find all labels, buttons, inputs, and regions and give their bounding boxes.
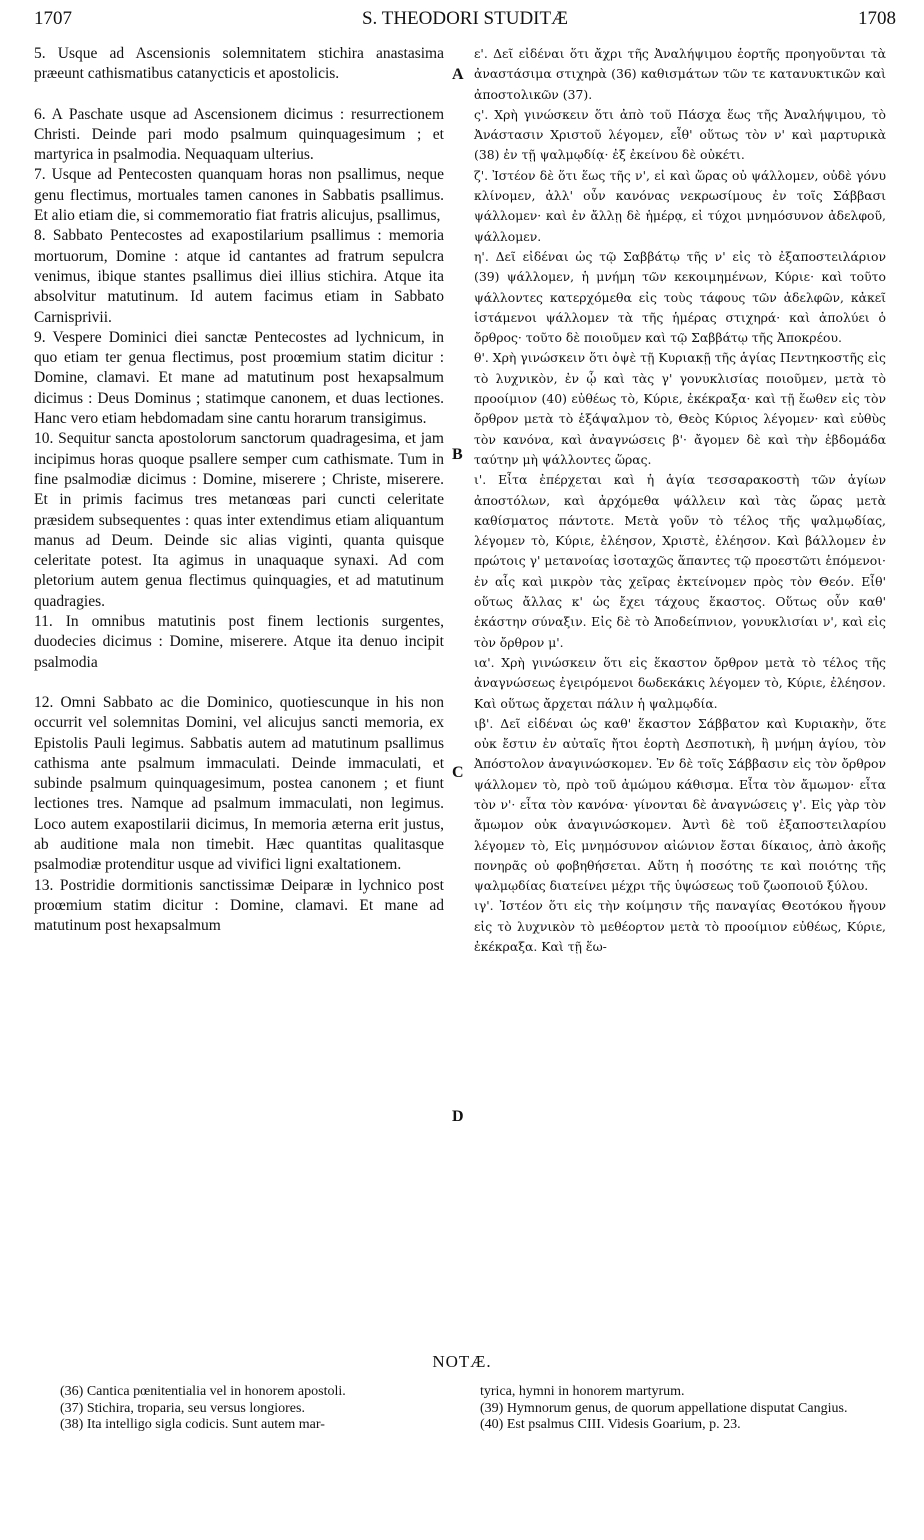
note-39: (39) Hymnorum genus, de quorum appellatione disputat Cangius. <box>480 1400 848 1416</box>
note-37: (37) Stichira, troparia, seu versus longiores. <box>60 1400 305 1416</box>
latin-paragraph-13: 13. Postridie dormitionis sanctissimæ Deiparæ in lychnico post proœmium statim dicitur : Domine, clamavi. Et mane ad matutinum post hexapsalmum <box>34 876 444 935</box>
greek-paragraph-7: ζ'. Ἰστέον δὲ ὅτι ἕως τῆς ν', εἰ καὶ ὥρας οὐ ψάλλομεν, οὐδὲ γόνυ κλίνομεν, ἀλλ' οὖν κανόνας νεκρωσίμους ἐν τοῖς Σάββασι ψάλλομεν· καὶ ἐν ἄλλῃ δὲ ἡμέρᾳ, εἰ τύχοι μνημόσυνον ἀδελφοῦ, ψάλλομεν. <box>474 167 886 244</box>
greek-column <box>474 44 886 957</box>
margin-marker-b: B <box>452 446 463 463</box>
latin-paragraph-12: 12. Omni Sabbato ac die Dominico, quotiescunque in his non occurrit vel solemnitas Domini, vel alicujus sancti memoria, ex Epistolis Pauli legimus. Sabbatis autem ad matutinum psallimus cathisma ante psalmum immaculati. Deinde immaculati, et subinde psalmum quinquagesimum, postea canonem ; et fiunt lectiones tres. Namque ad psalmum immaculati, non legimus. Loco autem exapostilarii dicimus, In memoria æterna erit justus, ab auditione mala non timebit. Hæc quantitas qualitasque psalmodiæ protenditur usque ad vivifici ligni exaltationem. <box>34 693 444 874</box>
latin-paragraph-10: 10. Sequitur sancta apostolorum sanctorum quadragesima, et jam incipimus horas quoque psallere semper cum cathismate. Tum in fine psalmodiæ dicimus : Domine, miserere ; Christe, miserere. Et in primis facimus tres metanœas pari cuncti celeritate præsidem subsequentes : quas inter extendimus etiam aliquantum manus ad Deum. Deinde sic alias viginti, quanta quisque celeritate potest. Ita agimus in unaquaque synaxi. Ad com pletorium autem genua flectimus quinquagies, et ad matutinum quadragies. <box>34 430 444 610</box>
notes-left-column <box>60 1384 452 1434</box>
greek-paragraph-11: ια'. Χρὴ γινώσκειν ὅτι εἰς ἕκαστον ὄρθρον μετὰ τὸ τέλος τῆς ἀναγνώσεως ἐγειρόμενοι δωδεκάκις λέγομεν τὸ, Κύριε, ἐλέησον. Καὶ οὕτως ἄρχεται πάλιν ἡ ψαλμῳδία. <box>474 654 886 711</box>
notes-heading: NOTÆ. <box>432 1352 492 1371</box>
note-38: (38) Ita intelligo sigla codicis. Sunt autem mar- <box>60 1417 325 1432</box>
greek-paragraph-5: ε'. Δεῖ εἰδέναι ὅτι ἄχρι τῆς Ἀναλήψιμου ἑορτῆς προηγοῦνται τὰ ἀναστάσιμα στιχηρὰ (36) καθισμάτων τῶν τε κατανυκτικῶν καὶ ἀποστολικῶν (37). <box>474 46 886 102</box>
greek-paragraph-10: ι'. Εἶτα ἐπέρχεται καὶ ἡ ἁγία τεσσαρακοστὴ τῶν ἁγίων ἀποστόλων, καὶ ἀρχόμεθα ψάλλειν καὶ τὰς ὥρας μετὰ καθίσματος πάντοτε. Μετὰ γοῦν τὸ τέλος τῆς ψαλμῳδίας, λέγομεν τὸ, Κύριε, ἐλέησον, Χριστὲ, ἐλέησον. Καὶ βάλλομεν ἐν πρώτοις γ' μετανοίας ἰσοταχῶς ἅπαντες τῷ προεστῶτι ἑπόμενοι· ἐν αἷς καὶ μικρὸν τὰς χεῖρας ἐκτείνομεν πρὸς τὸν Θεόν. Εἶθ' οὕτως ἄλλας κ' ὡς ἔχει τάχους ἕκαστος. Οὕτως οὖν καθ' ἑκάστην σύναξιν. Εἰς δὲ τὸ Ἀποδείπνιον, γονυκλισίαι ν', καὶ εἰς τὸν ὄρθρον μ'. <box>474 472 886 650</box>
greek-paragraph-6: ς'. Χρὴ γινώσκειν ὅτι ἀπὸ τοῦ Πάσχα ἕως τῆς Ἀναλήψιμου, τὸ Ἀνάστασιν Χριστοῦ λέγομεν, εἶθ' οὕτως τὸν ν' καὶ μαρτυρικὰ (38) ἐν τῇ ψαλμῳδίᾳ· ἐξ ἐκείνου δὲ οὐκέτι. <box>474 106 886 163</box>
margin-marker-c: C <box>452 764 464 781</box>
latin-paragraph-5: 5. Usque ad Ascensionis solemnitatem stichira anastasima præeunt cathismatibus catanycticis et apostolicis. <box>34 45 444 83</box>
greek-paragraph-8: η'. Δεῖ εἰδέναι ὡς τῷ Σαββάτῳ τῆς ν' εἰς τὸ ἐξαποστειλάριον (39) ψάλλομεν, ἡ μνήμη τῶν κεκοιμημένων, Κύριε· καὶ τοῦτο ψάλλοντες κατερχόμεθα εἰς τοὺς τάφους τῶν ἀδελφῶν, κἀκεῖ ἱστάμενοι ψάλλομεν τὰ τῆς ἡμέρας στιχηρά· καὶ ἀπολύει ὁ ὄρθρος· τοῦτο δὲ ποιοῦμεν καὶ τῷ Σαββάτῳ τῆς Ἀποκρέου. <box>474 248 886 346</box>
latin-paragraph-11: 11. In omnibus matutinis post finem lectionis surgentes, duodecies dicimus : Domine, miserere. Atque ita denuo incipit psalmodia <box>34 613 444 671</box>
note-38-continued: tyrica, hymni in honorem martyrum. <box>480 1384 685 1399</box>
left-page-number: 1707 <box>34 8 72 29</box>
notes-right-column <box>480 1384 880 1434</box>
latin-column <box>34 44 444 936</box>
margin-marker-a: A <box>452 66 464 83</box>
running-title: S. THEODORI STUDITÆ <box>361 8 568 29</box>
running-header <box>34 8 896 40</box>
latin-paragraph-7: 7. Usque ad Pentecosten quanquam horas non psallimus, neque genu flectimus, mortuales tamen canones in Sabbatis psallimus. Et alio etiam die, si commemoratio fiat fratris alicujus, psallimus, <box>34 166 444 225</box>
margin-marker-d: D <box>452 1108 464 1125</box>
note-36: (36) Cantica pœnitentialia vel in honorem apostoli. <box>60 1384 346 1399</box>
right-page-number: 1708 <box>858 8 896 29</box>
latin-paragraph-9: 9. Vespere Dominici diei sanctæ Pentecostes ad lychnicum, in quo etiam ter genua flectimus, post proœmium statim dicitur : Domine, clamavi. Et mane ad matutinum post hexapsalmum dicimus : Deus Dominus ; statimque canonem, et duas lectiones. Hanc vero etiam hebdomadam sine cantu horarum transigimus. <box>34 328 444 428</box>
latin-paragraph-6: 6. A Paschate usque ad Ascensionem dicimus : resurrectionem Christi. Deinde pari modo psalmum quinquagesimum ; et martyrica in psalmodia. Nequaquam ulterius. <box>34 105 444 164</box>
note-40: (40) Est psalmus CIII. Videsis Goarium, p. 23. <box>480 1417 741 1432</box>
greek-paragraph-13: ιγ'. Ἰστέον ὅτι εἰς τὴν κοίμησιν τῆς παναγίας Θεοτόκου ἤγουν εἰς τὸ λυχνικὸν τὸ μεθέορτον μετὰ τὸ προοίμιον εὐθέως, Κύριε, ἐκέκραξα. Καὶ τῇ ἕω- <box>474 898 886 955</box>
latin-paragraph-8: 8. Sabbato Pentecostes ad exapostilarium psallimus : memoria mortuorum, Domine : atque id cantantes ad fratrum sepulcra venimus, ibique stantes psallimus diei illius stichira. Atque ita absolvitur matutinum. Id autem facimus etiam in Sabbato Carnisprivii. <box>34 227 444 326</box>
greek-paragraph-9: θ'. Χρὴ γινώσκειν ὅτι ὀψὲ τῇ Κυριακῇ τῆς ἁγίας Πεντηκοστῆς εἰς τὸ λυχνικὸν, ἐν ᾧ καὶ τὰς γ' γονυκλισίας ποιοῦμεν, μετὰ τὸ προοίμιον (40) εὐθέως τὸ, Κύριε, ἐκέκραξα· καὶ τῇ ἕωθεν εἰς τὸν ὄρθρον μετὰ τὸ ἑξάψαλμον τὸ, Θεὸς Κύριος λέγομεν· καὶ εὐθὺς τὸν κανόνα, καὶ ἀναγνώσεις β'· ἄγομεν δὲ καὶ τὴν ἑβδομάδα ταύτην μὴ ψάλλοντες ὥρας. <box>474 350 886 467</box>
greek-paragraph-12: ιβ'. Δεῖ εἰδέναι ὡς καθ' ἕκαστον Σάββατον καὶ Κυριακὴν, ὅτε οὐκ ἔστιν ἐν αὐταῖς ἤτοι ἑορτὴ Δεσποτικὴ, ἢ μνήμη ἁγίου, τὸν Ἀπόστολον ἀναγινώσκομεν. Ἐν δὲ τοῖς Σάββασιν εἰς τὸν ὄρθρον ψάλλομεν τὸ, πρὸ τοῦ ἀμώμου κάθισμα. Εἶτα τὸν ἄμωμον· εἶτα τὸν ν'· εἶτα τὸν κανόνα· γίνονται δὲ ἀναγνώσεις γ'. Εἰς γὰρ τὸν ἄμωμον οὐκ ἀναγινώσκομεν. Ἀντὶ δὲ τοῦ ἐξαποστειλαρίου λέγομεν τὸ, Εἰς μνημόσυνον αἰώνιον ἔσται δίκαιος, ἀπὸ ἀκοῆς πονηρᾶς οὐ φοβηθήσεται. Αὕτη ἡ ποσότης τε καὶ ποιότης τῆς ψαλμῳδίας διατείνει μέχρι τῆς ὑψώσεως τοῦ ζωοποιοῦ ξύλου. <box>474 715 886 894</box>
